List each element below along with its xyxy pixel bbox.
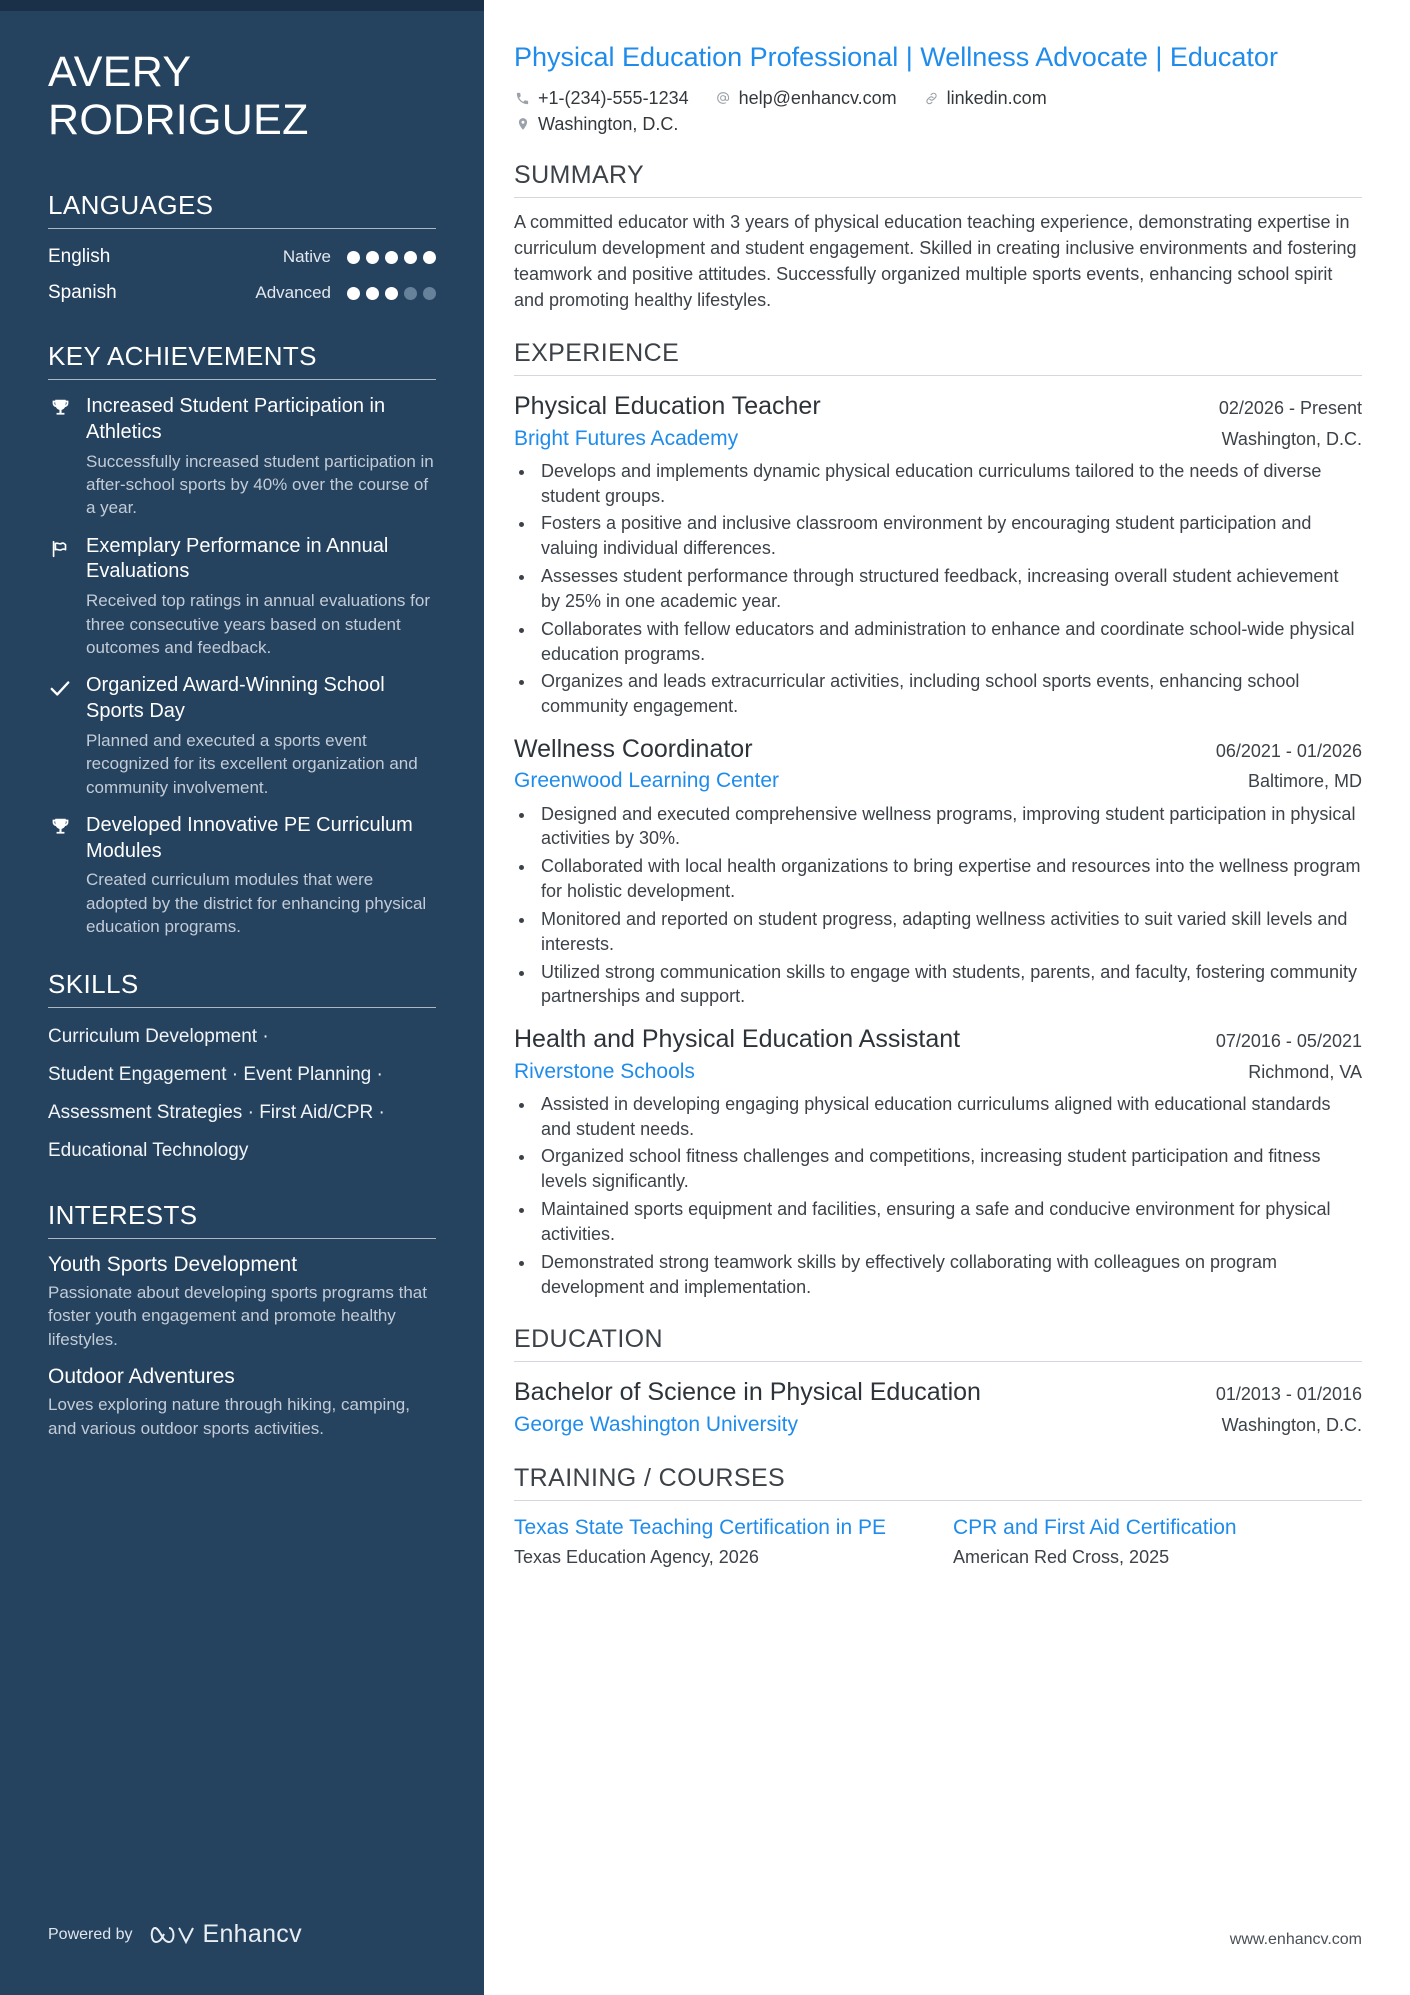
contact-linkedin[interactable] (923, 88, 1047, 109)
achievement-title: Exemplary Performance in Annual Evaluations (86, 534, 389, 583)
skills-line: Assessment Strategies · First Aid/CPR · (48, 1101, 385, 1123)
skills-heading: SKILLS (48, 968, 139, 999)
proficiency-dot-filled (385, 251, 398, 264)
interest-description: Loves exploring nature through hiking, camping, and various outdoor sports activities. (48, 1395, 410, 1438)
proficiency-dot-filled (404, 251, 417, 264)
location-pin-icon (514, 116, 531, 133)
languages-divider (48, 228, 436, 229)
enhancv-mark-icon (149, 1923, 195, 1947)
language-row (48, 275, 436, 311)
job-bullet: • Designed and executed comprehensive wellness programs, improving student participation in physical activities by 30%. (536, 802, 1362, 852)
skills-divider (48, 1007, 436, 1008)
achievement-title: Organized Award-Winning School Sports Day (86, 674, 385, 722)
achievement-item (48, 534, 436, 660)
experience-entry-header (514, 1024, 1362, 1055)
language-name: Spanish (48, 282, 117, 304)
experience-section (514, 339, 1362, 1299)
job-organization[interactable]: Bright Futures Academy (514, 426, 739, 450)
headline: Physical Education Professional | Wellness Advocate | Educator (514, 42, 1278, 72)
achievement-item (48, 673, 436, 799)
proficiency-dot-filled (366, 287, 379, 300)
job-location: Washington, D.C. (1221, 428, 1362, 449)
interest-item (48, 1251, 436, 1352)
job-bullet: • Develops and implements dynamic physical education curriculums tailored to the needs of diverse student groups. (536, 459, 1362, 509)
language-level: Advanced (255, 283, 331, 303)
summary-section (514, 161, 1362, 313)
languages-section (48, 190, 436, 311)
education-section (514, 1325, 1362, 1438)
job-date-range: 02/2026 - Present (1218, 398, 1362, 419)
training-title[interactable]: Texas State Teaching Certification in PE (514, 1516, 886, 1539)
job-bullet: • Utilized strong communication skills to engage with students, parents, and faculty, fostering community partnerships and support. (536, 960, 1362, 1010)
link-icon (923, 90, 940, 107)
job-bullet-list (514, 1092, 1362, 1300)
job-bullet: • Assesses student performance through structured feedback, increasing overall student achievement by 25% in one academic year. (536, 564, 1362, 614)
training-provider: American Red Cross, 2025 (953, 1547, 1170, 1568)
at-sign-icon (715, 90, 732, 107)
summary-divider (514, 197, 1362, 198)
experience-entry-subheader (514, 425, 1362, 452)
contact-linkedin-value: linkedin.com (946, 87, 1047, 108)
language-proficiency-dots (347, 287, 436, 300)
language-name: English (48, 246, 111, 268)
flag-icon (48, 534, 72, 660)
school-location: Washington, D.C. (1221, 1414, 1362, 1435)
achievement-description: Received top ratings in annual evaluations for three consecutive years based on student outcomes and feedback. (86, 591, 430, 657)
education-entry-subheader (514, 1411, 1362, 1438)
skills-line: Student Engagement · Event Planning · (48, 1063, 383, 1085)
achievement-title: Developed Innovative PE Curriculum Modules (86, 813, 413, 862)
proficiency-dot-filled (423, 251, 436, 264)
candidate-first-name: AVERY (48, 48, 192, 96)
contact-location (514, 114, 678, 135)
interests-section (48, 1200, 436, 1441)
check-icon (48, 673, 72, 799)
sidebar-footer (48, 1920, 302, 1949)
job-bullet: • Assisted in developing engaging physical education curriculums aligned with educational standards and student needs. (536, 1092, 1362, 1142)
job-location: Richmond, VA (1248, 1061, 1362, 1082)
contact-row-location (514, 114, 1362, 135)
contact-phone[interactable] (514, 88, 689, 109)
candidate-last-name: RODRIGUEZ (48, 96, 309, 145)
experience-entry-header (514, 391, 1362, 422)
proficiency-dot-filled (347, 251, 360, 264)
trophy-icon (48, 813, 72, 939)
experience-entry-header (514, 734, 1362, 765)
skills-line: Educational Technology (48, 1139, 249, 1161)
degree-title: Bachelor of Science in Physical Education (514, 1378, 981, 1407)
proficiency-dot-empty (404, 287, 417, 300)
job-title: Wellness Coordinator (514, 735, 753, 764)
interest-title: Outdoor Adventures (48, 1365, 235, 1389)
languages-heading: LANGUAGES (48, 190, 214, 221)
contact-row-primary (514, 88, 1362, 109)
achievement-title: Increased Student Participation in Athletics (86, 395, 386, 443)
job-date-range: 07/2016 - 05/2021 (1215, 1031, 1362, 1052)
skills-line: Curriculum Development · (48, 1025, 269, 1047)
interest-item (48, 1363, 436, 1440)
candidate-name (48, 0, 436, 154)
job-bullet: • Organizes and leads extracurricular activities, including school sports events, enhancing school community engagement. (536, 669, 1362, 719)
interests-divider (48, 1238, 436, 1239)
interest-title: Youth Sports Development (48, 1252, 298, 1276)
achievement-item (48, 394, 436, 520)
experience-entry (514, 391, 1362, 719)
contact-block (514, 88, 1362, 135)
language-proficiency-dots (347, 251, 436, 264)
job-bullet-list (514, 459, 1362, 719)
training-entry (514, 1514, 923, 1568)
job-location: Baltimore, MD (1247, 771, 1362, 792)
job-title: Health and Physical Education Assistant (514, 1025, 961, 1054)
achievement-description: Planned and executed a sports event recognized for its excellent organization and community involvement. (86, 730, 418, 797)
proficiency-dot-empty (423, 287, 436, 300)
achievement-body (86, 673, 436, 799)
key-achievements-divider (48, 379, 436, 380)
job-bullet: • Monitored and reported on student progress, adapting wellness activities to suit varied skill levels and interests. (536, 907, 1362, 957)
interest-description: Passionate about developing sports programs that foster youth engagement and promote healthy lifestyles. (48, 1282, 427, 1349)
achievement-description: Successfully increased student participation in after-school sports by 40% over the course of a year. (86, 451, 434, 518)
education-entry-header (514, 1377, 1362, 1408)
job-organization[interactable]: Riverstone Schools (514, 1059, 695, 1083)
proficiency-dot-filled (385, 287, 398, 300)
job-organization[interactable]: Greenwood Learning Center (514, 769, 780, 793)
job-bullet-list (514, 802, 1362, 1010)
contact-phone-value: +1-(234)-555-1234 (538, 87, 689, 108)
skills-section (48, 969, 436, 1170)
phone-icon (514, 90, 531, 107)
training-entry (953, 1514, 1362, 1568)
achievement-body (86, 813, 436, 939)
education-entry (514, 1377, 1362, 1438)
interests-heading: INTERESTS (48, 1199, 198, 1230)
main-content (484, 0, 1410, 1995)
job-bullet: • Fosters a positive and inclusive classroom environment by encouraging student participation and valuing individual differences. (536, 511, 1362, 561)
proficiency-dot-filled (366, 251, 379, 264)
contact-email-value: help@enhancv.com (738, 87, 897, 108)
training-divider (514, 1500, 1362, 1501)
proficiency-dot-filled (347, 287, 360, 300)
achievement-description: Created curriculum modules that were adopted by the district for enhancing physical education programs. (86, 870, 427, 937)
experience-entry (514, 734, 1362, 1009)
training-grid (514, 1514, 1362, 1568)
education-heading: EDUCATION (514, 1325, 663, 1354)
job-bullet: • Maintained sports equipment and facilities, ensuring a safe and conducive environment for physical activities. (536, 1197, 1362, 1247)
language-row (48, 239, 436, 275)
degree-date-range: 01/2013 - 01/2016 (1215, 1384, 1362, 1405)
sidebar (0, 0, 484, 1995)
contact-location-value: Washington, D.C. (538, 113, 679, 134)
summary-heading: SUMMARY (514, 160, 645, 189)
enhancv-wordmark: Enhancv (202, 1920, 302, 1948)
key-achievements-heading: KEY ACHIEVEMENTS (48, 341, 317, 372)
footer-website-url: www.enhancv.com (1229, 1931, 1362, 1948)
job-title: Physical Education Teacher (514, 392, 821, 421)
training-title[interactable]: CPR and First Aid Certification (953, 1516, 1237, 1539)
achievement-body (86, 534, 436, 660)
school-name[interactable]: George Washington University (514, 1412, 799, 1436)
experience-entry (514, 1024, 1362, 1299)
achievement-body (86, 394, 436, 520)
education-divider (514, 1361, 1362, 1362)
trophy-icon (48, 394, 72, 520)
enhancv-logo (149, 1920, 302, 1949)
training-heading: TRAINING / COURSES (514, 1464, 786, 1492)
job-bullet: • Organized school fitness challenges and competitions, increasing student participation and fitness levels significantly. (536, 1144, 1362, 1194)
job-bullet: • Collaborated with local health organizations to bring expertise and resources into the wellness program for holistic development. (536, 854, 1362, 904)
key-achievements-section (48, 341, 436, 938)
experience-heading: EXPERIENCE (514, 339, 680, 368)
job-bullet: • Collaborates with fellow educators and administration to enhance and coordinate school-wide physical education programs. (536, 617, 1362, 667)
achievement-item (48, 813, 436, 939)
job-date-range: 06/2021 - 01/2026 (1215, 741, 1362, 762)
experience-entry-subheader (514, 1058, 1362, 1085)
contact-email[interactable] (715, 88, 897, 109)
experience-entry-subheader (514, 767, 1362, 794)
experience-divider (514, 375, 1362, 376)
sidebar-top-accent-bar (0, 0, 484, 11)
training-provider: Texas Education Agency, 2026 (514, 1547, 759, 1568)
summary-text: A committed educator with 3 years of physical education teaching experience, demonstrating expertise in curriculum development and student engagement. Skilled in creating inclusive environments and fostering teamwork and positive attitudes. Successfully organized multiple sports events, enhancing school spirit and promoting healthy lifestyles. (514, 211, 1357, 311)
powered-by-label: Powered by (48, 1925, 133, 1943)
language-level: Native (282, 247, 331, 267)
job-bullet: • Demonstrated strong teamwork skills by effectively collaborating with colleagues on program development and implementation. (536, 1250, 1362, 1300)
training-section (514, 1464, 1362, 1568)
